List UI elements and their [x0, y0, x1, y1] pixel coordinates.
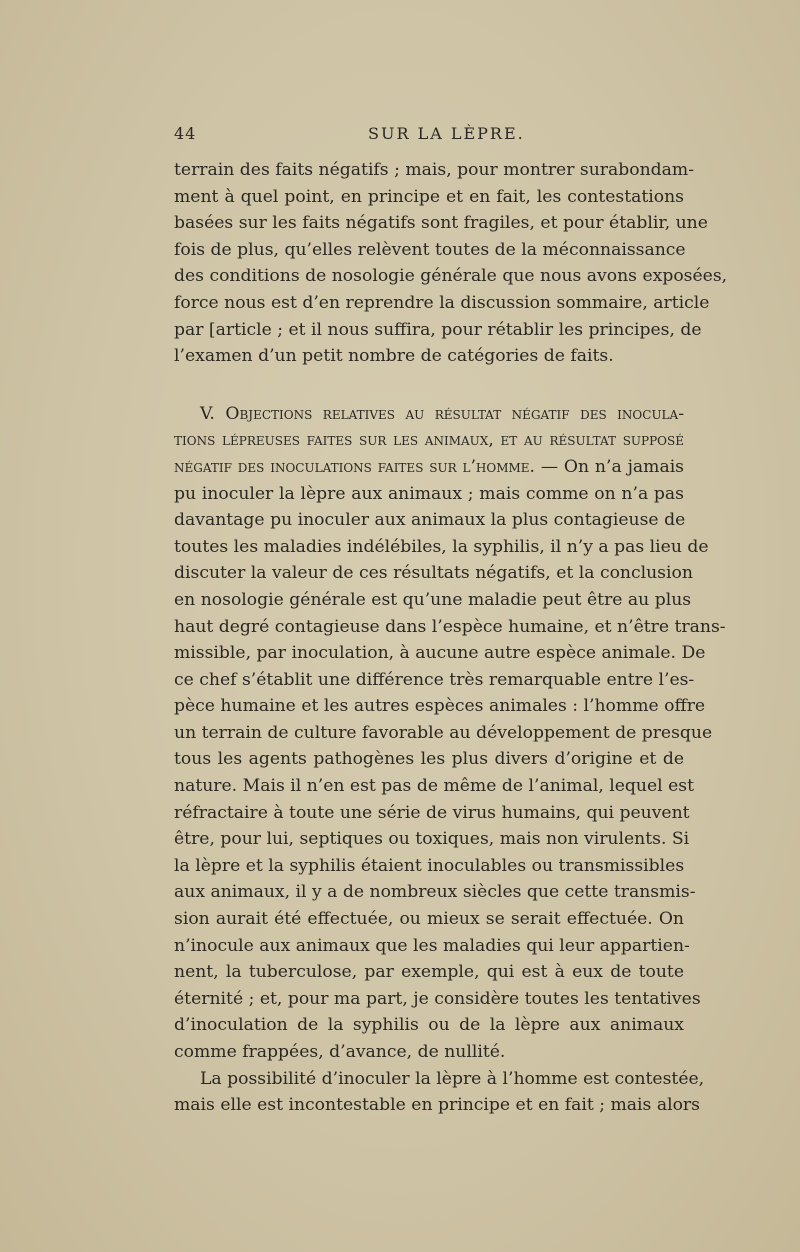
text-line: terrain des faits négatifs ; mais, pour montrer surabondam-	[174, 160, 695, 180]
section-heading-line	[174, 454, 684, 481]
text-line: force nous est d’en reprendre la discussion sommaire, article	[174, 292, 710, 313]
text-line: discuter la valeur de ces résultats négatifs, et la conclusion	[174, 563, 693, 584]
text-line: davantage pu inoculer aux animaux la plus contagieuse de	[174, 510, 686, 531]
text-line: ce chef s’établit une différence très remarquable entre l’es-	[174, 669, 695, 690]
section-heading-text: tions lépreuses faites sur les animaux, et au résultat supposé	[174, 430, 684, 451]
text-line: la lèpre et la syphilis étaient inoculables ou transmissibles	[174, 855, 685, 876]
section-text: — On n’a jamais	[535, 456, 685, 477]
text-line: un terrain de culture favorable au développement de presque	[174, 722, 713, 743]
running-title: SUR LA LÈPRE.	[368, 124, 525, 143]
text-line: être, pour lui, septiques ou toxiques, mais non virulents. Si	[174, 829, 690, 850]
section-heading-text: V. Objections relatives au résultat négatif des inocula-	[200, 403, 684, 424]
text-line: pu inoculer la lèpre aux animaux ; mais comme on n’a pas	[174, 483, 684, 504]
paragraph-closing	[174, 1066, 705, 1119]
paragraph-intro	[174, 157, 728, 370]
text-line: d’inoculation de la syphilis ou de la lèpre aux animaux	[174, 1015, 684, 1036]
page-number: 44	[174, 124, 197, 143]
text-line: n’inocule aux animaux que les maladies qui leur appartien-	[174, 935, 690, 956]
text-line: en nosologie générale est qu’une maladie peut être au plus	[174, 589, 692, 610]
text-line: fois de plus, qu’elles relèvent toutes de la méconnaissance	[174, 239, 686, 260]
text-line: La possibilité d’inoculer la lèpre à l’homme est contestée,	[200, 1068, 705, 1089]
text-line: réfractaire à toute une série de virus humains, qui peuvent	[174, 802, 690, 823]
text-line: tous les agents pathogènes les plus divers d’origine et de	[174, 749, 684, 770]
page-header	[174, 124, 684, 152]
text-line: l’examen d’un petit nombre de catégories de faits.	[174, 346, 614, 367]
section-spacer	[174, 370, 684, 401]
text-line: sion aurait été effectuée, ou mieux se serait effectuée. On	[174, 909, 684, 930]
section-heading-text: négatif des inoculations faites sur l’homme.	[174, 456, 536, 477]
text-line: haut degré contagieuse dans l’espèce humaine, et n’être trans-	[174, 616, 726, 637]
text-line: des conditions de nosologie générale que nous avons exposées,	[174, 266, 728, 287]
text-line: mais elle est incontestable en principe et en fait ; mais alors	[174, 1095, 700, 1116]
section-v	[174, 401, 726, 1066]
text-line: toutes les maladies indélébiles, la syphilis, il n’y a pas lieu de	[174, 536, 709, 557]
text-line: comme frappées, d’avance, de nullité.	[174, 1042, 506, 1062]
text-line: basées sur les faits négatifs sont fragiles, et pour établir, une	[174, 213, 708, 234]
text-line: par [article ; et il nous suffira, pour rétablir les principes, de	[174, 319, 702, 340]
page-body	[174, 157, 728, 1119]
text-line: nature. Mais il n’en est pas de même de l’animal, lequel est	[174, 776, 695, 797]
text-line: nent, la tuberculose, par exemple, qui est à eux de toute	[174, 962, 684, 983]
section-heading-line	[174, 427, 684, 454]
text-line: éternité ; et, pour ma part, je considère toutes les tentatives	[174, 988, 701, 1009]
text-line: missible, par inoculation, à aucune autre espèce animale. De	[174, 643, 706, 664]
section-heading-line	[174, 401, 684, 428]
text-line: aux animaux, il y a de nombreux siècles que cette transmis-	[174, 882, 696, 903]
text-line: pèce humaine et les autres espèces animales : l’homme offre	[174, 696, 706, 717]
text-line: ment à quel point, en principe et en fait, les contestations	[174, 186, 684, 207]
